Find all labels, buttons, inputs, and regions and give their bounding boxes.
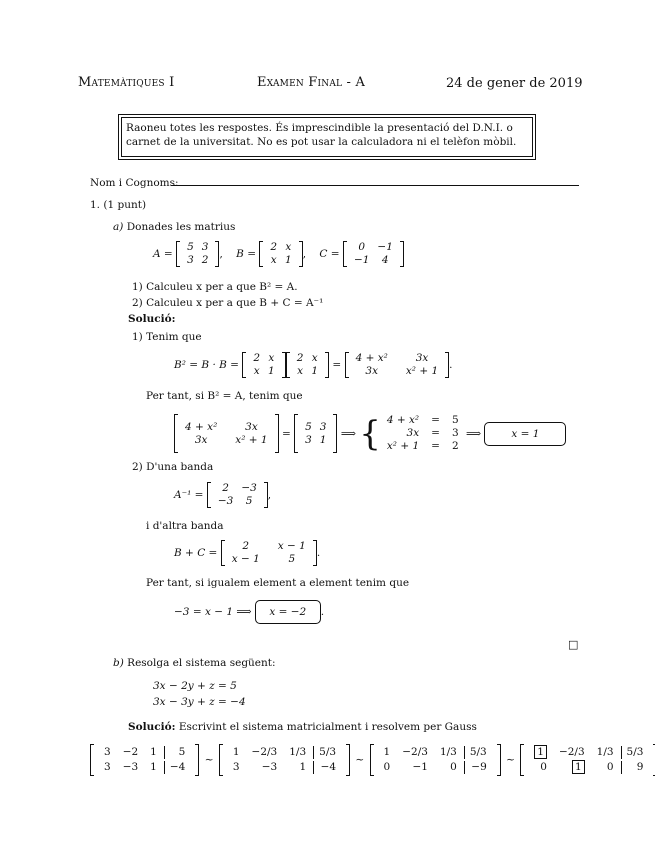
b-squared-computation: B² = B · B = 2 x x 1 2 x x 1 = 4 + x² 3x 3x x² + 1 . [174,352,453,377]
a-inverse: A⁻¹ = 2 −3 −3 5 , [174,482,272,507]
name-label: Nom i Cognoms: [90,177,179,189]
system-derivation: 4 + x² 3x 3x x² + 1 = 5 3 3 1 ⟹ { 4 + x² = 5 3x = 3 x² + 1 = 2 ⟹ x = 1 [174,414,566,453]
matrix-definitions [153,241,404,267]
exam-title: Examen Final - A [257,75,366,90]
qed-box: □ [568,638,579,651]
equation-1: 3x − 2y + z = 5 [153,680,237,692]
answer-box-1: x = 1 [484,422,566,446]
b-plus-c: B + C = 2 x − 1 x − 1 5 . [174,540,321,565]
part2-other: i d'altra banda [146,520,224,532]
system-b [153,678,246,710]
task-2: 2) Calculeu x per a que B + C = A⁻¹ [132,297,324,309]
part2-therefore: Per tant, si igualem element a element tenim que [146,577,410,589]
notice-text: Raoneu totes les respostes. És imprescindible la presentació del D.N.I. o carnet de la universitat. No es pot usar la calculadora ni el telèfon mòbil. [121,117,533,157]
augmented-matrix-4: 1 −2/3 1/3 5/3 0 1 0 9 [520,744,655,776]
matrix-c: C = 0 −1 −1 4 [319,241,403,267]
notice-box [118,114,536,160]
solution-b: Solució: Escrivint el sistema matricialment i resolvem per Gauss [128,721,477,733]
part-a-intro: a) Donades les matrius [113,221,236,233]
part1-intro: 1) Tenim que [132,331,202,343]
solution-label-a: Solució: [128,313,176,325]
question-1-header: 1. (1 punt) [90,199,147,211]
part1-therefore: Per tant, si B² = A, tenim que [146,390,303,402]
course-title: Matemàtiques I [78,75,175,90]
matrix-a: A = 5 3 3 2 , [153,241,223,266]
exam-date: 24 de gener de 2019 [446,76,583,91]
answer-box-2: x = −2 [255,600,321,624]
task-1: 1) Calculeu x per a que B² = A. [132,281,298,293]
pivot-2: 1 [572,760,585,774]
augmented-matrix-3: 1 −2/3 1/3 5/3 0 −1 0 −9 [370,744,501,776]
part-b-intro: b) Resolga el sistema següent: [113,657,276,669]
augmented-matrix-1: 3 −2 1 5 3 −3 1 −4 [90,744,199,776]
task-list [132,279,323,311]
matrix-b: B = 2 x x 1 , [236,241,307,266]
equation-2: 3x − 3y + z = −4 [153,696,246,708]
name-field[interactable] [171,185,579,186]
augmented-matrix-2: 1 −2/3 1/3 5/3 3 −3 1 −4 [219,744,350,776]
part2-intro: 2) D'una banda [132,461,214,473]
part2-equation: −3 = x − 1 ⟹ x = −2 . [174,600,324,624]
gauss-elimination: 3 −2 1 5 3 −3 1 −4 ∼ 1 −2/3 1/3 5/3 3 −3 1 −4 ∼ 1 −2/3 1/3 5/3 0 −1 0 −9 ∼ 1 −2/3 1/3 5/3 0 1 0 9 [90,744,655,776]
pivot-1: 1 [534,745,547,759]
